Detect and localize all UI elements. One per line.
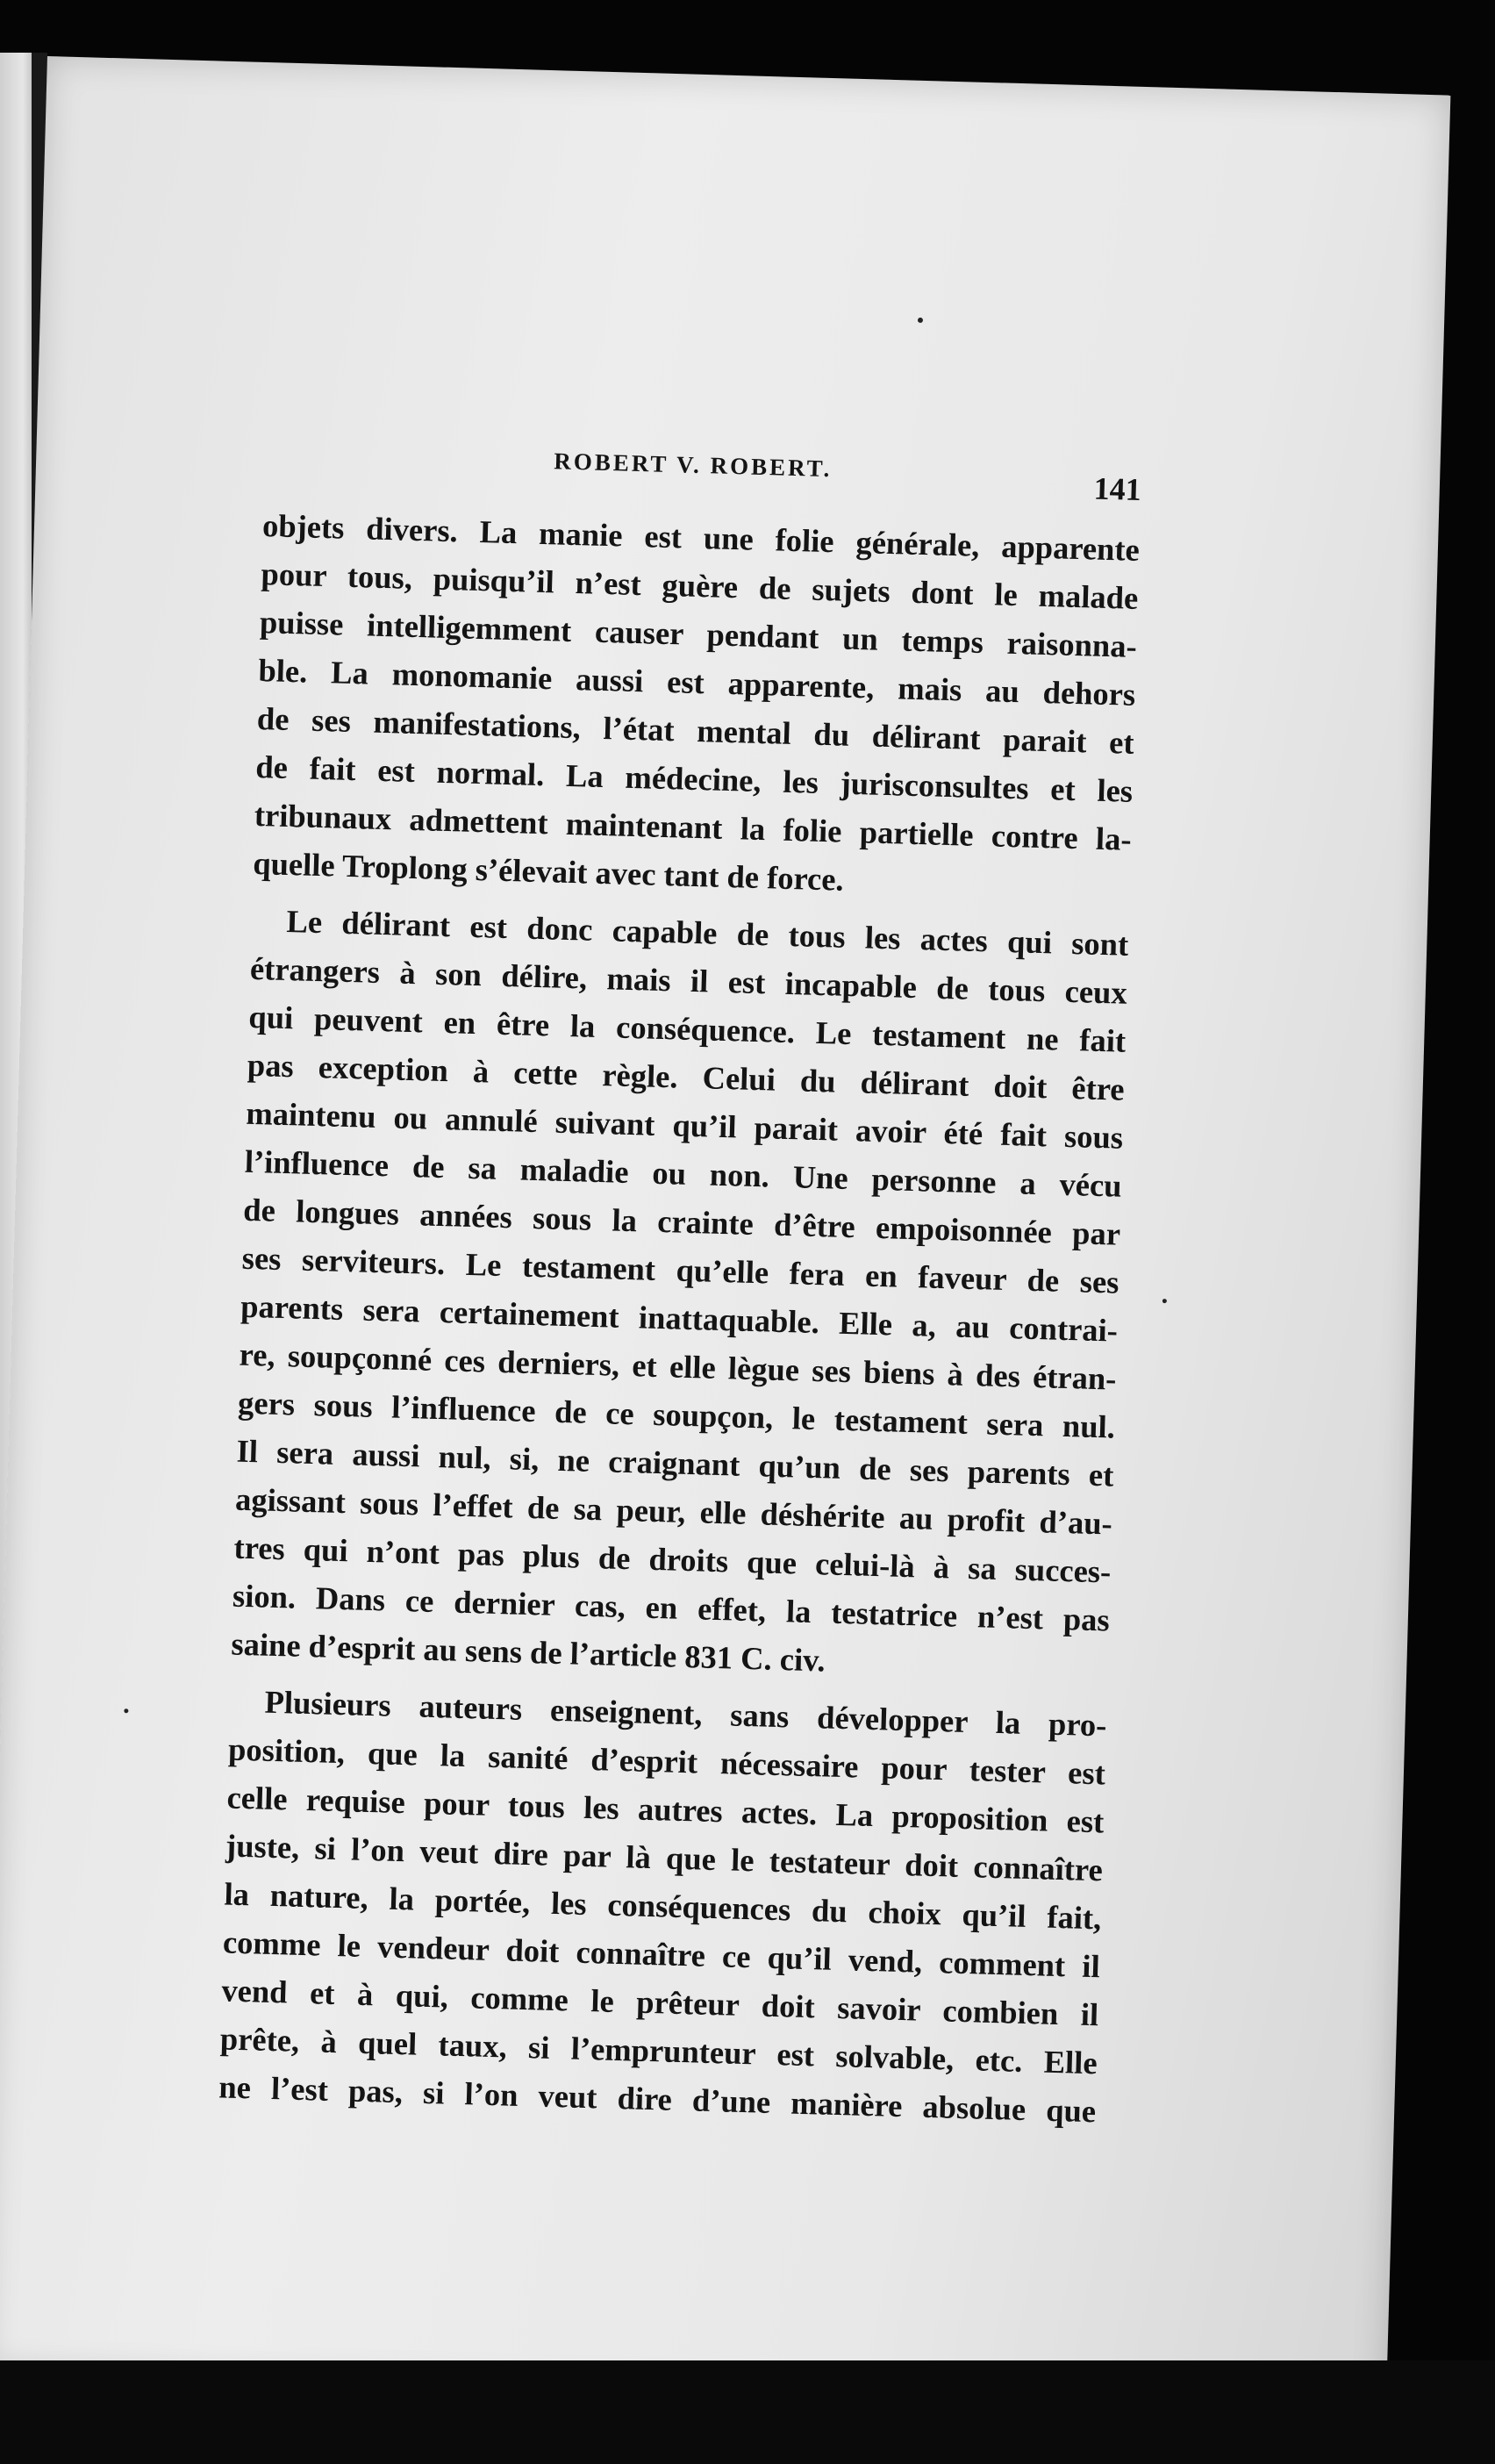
text-line: la nature, la portée, les conséquences du choix qu’il fait, [224, 1875, 1102, 1937]
scan-bottom-edge [0, 2360, 1495, 2464]
text-line: juste, si l’on veut dire par là que le testateur doit connaître [225, 1827, 1104, 1888]
text-line: celle requise pour tous les autres actes. La proposition est [226, 1779, 1105, 1840]
text-line: de ses manifestations, l’état mental du délirant parait et [256, 699, 1135, 761]
text-line: Plusieurs auteurs enseignent, sans développer la pro- [264, 1683, 1107, 1744]
text-line: de fait est normal. La médecine, les jurisconsultes et les [254, 748, 1134, 809]
paragraph [253, 501, 1141, 912]
text-line: prête, à quel taux, si l’emprunteur est solvable, etc. Elle [219, 2020, 1098, 2081]
book-page [0, 56, 1450, 2411]
text-line: sion. Dans ce dernier cas, en effet, la testatrice n’est pas [232, 1577, 1111, 1638]
text-line: pour tous, puisqu’il n’est guère de sujets dont le malade [261, 555, 1139, 616]
text-line: de longues années sous la crainte d’être empoisonnée par [242, 1191, 1121, 1252]
text-line: saine d’esprit au sens de l’article 831 C. civ. [230, 1625, 826, 1679]
text-line: l’influence de sa maladie ou non. Une personne a vécu [244, 1142, 1123, 1204]
paragraph [218, 1677, 1107, 2136]
text-line: étrangers à son délire, mais il est incapable de tous ceux [249, 949, 1128, 1011]
text-line: ble. La monomanie aussi est apparente, mais au dehors [257, 651, 1136, 713]
text-line: agissant sous l’effet de sa peur, elle déshérite au profit d’au- [234, 1480, 1113, 1542]
text-line: comme le vendeur doit connaître ce qu’il vend, comment il [222, 1923, 1101, 1985]
dust-speck [124, 1708, 128, 1713]
text-line: puisse intelligemment causer pendant un temps raisonna- [259, 604, 1138, 664]
text-line: tribunaux admettent maintenant la folie partielle contre la- [254, 796, 1133, 857]
text-line: parents sera certainement inattaquable. Elle a, au contrai- [240, 1287, 1119, 1349]
text-line: maintenu ou annulé suivant qu’il parait avoir été fait sous [245, 1094, 1124, 1156]
text-line: pas exception à cette règle. Celui du délirant doit être [247, 1046, 1126, 1107]
text-line: ses serviteurs. Le testament qu’elle fera en faveur de ses [241, 1239, 1120, 1300]
text-line: quelle Troplong s’élevait avec tant de force. [252, 844, 845, 898]
page-number: 141 [1093, 470, 1142, 507]
text-line: tres qui n’ont pas plus de droits que celui-là à sa succes- [233, 1529, 1112, 1590]
text-line: position, que la sanité d’esprit nécessaire pour tester est [227, 1730, 1106, 1792]
text-line: ne l’est pas, si l’on veut dire d’une manière absolue que [218, 2068, 1097, 2130]
text-line: gers sous l’influence de ce soupçon, le testament sera nul. [237, 1384, 1116, 1445]
text-line: objets divers. La manie est une folie générale, apparente [261, 507, 1141, 568]
paragraph [231, 896, 1129, 1693]
running-head: ROBERT V. ROBERT. [553, 448, 833, 483]
text-line: re, soupçonné ces derniers, et elle lègue ses biens à des étran- [239, 1336, 1117, 1397]
text-line: vend et à qui, comme le prêteur doit savoir combien il [220, 1972, 1099, 2033]
dust-speck [1162, 1299, 1167, 1303]
page-text [218, 440, 1142, 2135]
text-line: Il sera aussi nul, si, ne craignant qu’un de ses parents et [236, 1432, 1114, 1493]
dust-speck [918, 318, 923, 323]
text-line: qui peuvent en être la conséquence. Le testament ne fait [247, 998, 1127, 1059]
text-line: Le délirant est donc capable de tous les actes qui sont [286, 903, 1129, 963]
